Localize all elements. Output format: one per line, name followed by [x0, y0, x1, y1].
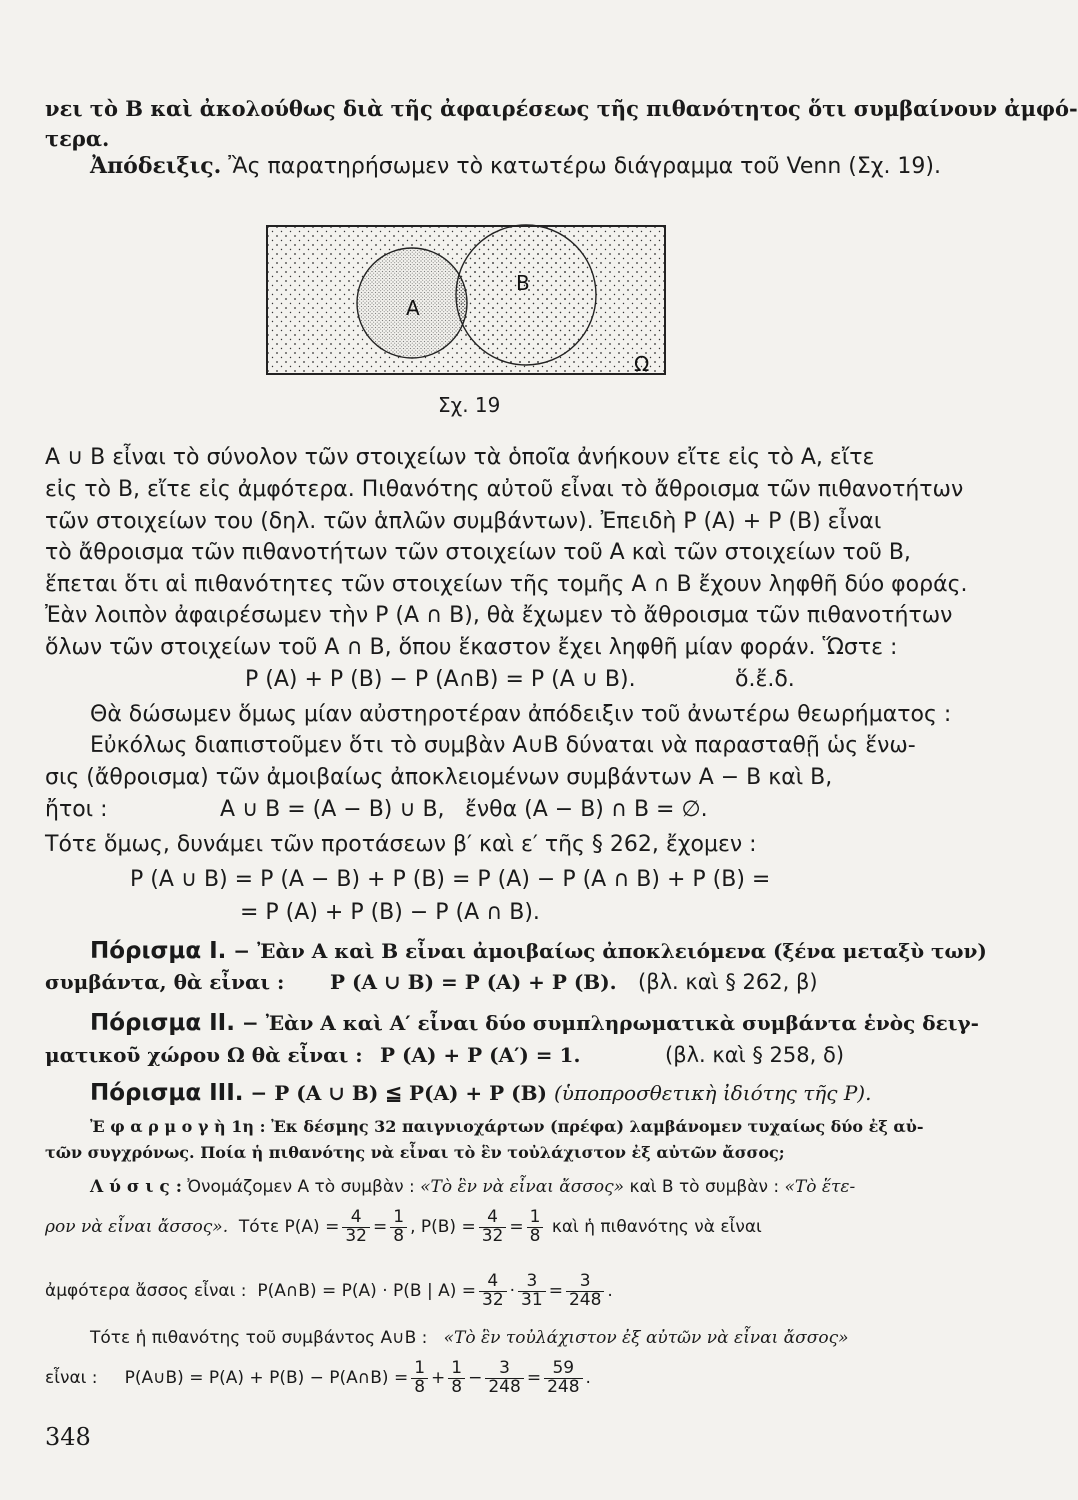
p1-line-7: ὅλων τῶν στοιχείων τοῦ A ∩ B, ὅπου ἕκαστον ἔχει ληφθῆ μίαν φοράν. Ὥστε : — [45, 635, 898, 660]
solution-tail: καὶ ἡ πιθανότης νὰ εἶναι — [551, 1217, 762, 1237]
period: . — [607, 1281, 613, 1301]
pa-label: P(A) = — [284, 1217, 340, 1237]
frac-den: 31 — [521, 1289, 543, 1310]
union-formula: P(A∪B) = P(A) + P(B) − P(A∩B) = — [124, 1368, 409, 1388]
set-b-label: B — [516, 271, 530, 295]
p1-line-3: τῶν στοιχείων του (δηλ. τῶν ἁπλῶν συμβάντων). Ἐπειδὴ P (A) + P (B) εἶναι — [45, 509, 882, 534]
solution-quote-a: «Τὸ ἓν νὰ εἶναι ἄσσος» — [420, 1177, 625, 1197]
porisma-1-formula: P (A ∪ B) = P (A) + P (B). — [330, 970, 617, 994]
plus-sign: + — [431, 1368, 446, 1388]
equation-2: A ∪ B = (A − B) ∪ B, — [220, 797, 445, 822]
equation-1: P (A) + P (B) − P (A∩B) = P (A ∪ B). — [245, 667, 636, 692]
application-line-2: τῶν συγχρόνως. Ποία ἡ πιθανότης νὰ εἶναι τὸ ἓν τοὐλάχιστον ἐξ αὐτῶν ἄσσος; — [45, 1143, 785, 1162]
einai: εἶναι : — [45, 1368, 98, 1388]
p2-line-2: Εὐκόλως διαπιστοῦμεν ὅτι τὸ συμβὰν A∪B δύναται νὰ παρασταθῇ ὡς ἕνω- — [90, 733, 916, 758]
solution-text: Ὀνομάζομεν A τὸ συμβὰν : — [187, 1177, 415, 1197]
frac-den: 32 — [345, 1225, 367, 1246]
frac-den: 32 — [482, 1289, 504, 1310]
porisma-1-text-2: συμβάντα, θὰ εἶναι : — [45, 970, 285, 994]
porisma-2-line-1 — [90, 1010, 979, 1036]
frac-num: 3 — [485, 1360, 523, 1379]
solution-line-2 — [45, 1202, 762, 1252]
both-prefix: ἀμφότερα ἄσσος εἶναι : — [45, 1281, 247, 1301]
frac-den: 248 — [547, 1376, 580, 1397]
p1-line-1: A ∪ B εἶναι τὸ σύνολον τῶν στοιχείων τὰ ὁποῖα ἀνήκουν εἴτε εἰς τὸ A, εἴτε — [45, 445, 875, 470]
solution-and-b: καὶ B τὸ συμβὰν : — [629, 1177, 780, 1197]
equation-3-line-2: = P (A) + P (B) − P (A ∩ B). — [240, 900, 540, 925]
solution-quote-c: «Τὸ ἓν τοὐλάχιστον ἐξ αὐτῶν νὰ εἶναι ἄσσος» — [443, 1328, 849, 1348]
proof-label: Ἀπόδειξις. — [90, 153, 222, 179]
solution-line-3 — [45, 1266, 613, 1316]
frac-num: 59 — [544, 1360, 582, 1379]
frac-num: 1 — [411, 1360, 428, 1379]
p2-line-3: σις (ἄθροισμα) τῶν ἀμοιβαίως ἀποκλειομένων συμβάντων A − B καὶ B, — [45, 765, 833, 790]
venn-svg — [266, 225, 668, 385]
frac-3-31 — [518, 1270, 546, 1310]
omega-label: Ω — [634, 352, 650, 376]
comma: , — [410, 1217, 416, 1237]
porisma-2-text-2: ματικοῦ χώρου Ω θὰ εἶναι : — [45, 1043, 363, 1067]
proof-line — [90, 153, 941, 179]
frac-num: 4 — [479, 1273, 507, 1292]
porisma-3-note: (ὑποπροσθετικὴ ἰδιότης τῆς P). — [553, 1081, 872, 1105]
solution-label: Λ ύ σ ι ς : — [90, 1177, 182, 1197]
frac-59-248 — [544, 1357, 582, 1397]
frac-den: 8 — [451, 1376, 463, 1397]
venn-diagram — [266, 225, 668, 389]
frac-4-32-b — [479, 1206, 507, 1246]
intro-line-1: νει τὸ Β καὶ ἀκολούθως διὰ τῆς ἀφαιρέσεως τῆς πιθανότητος ὅτι συμβαίνουν ἀμφό- — [45, 96, 1078, 121]
frac-den: 8 — [414, 1376, 426, 1397]
application-text: Ἐκ δέσμης 32 παιγνιοχάρτων (πρέφα) λαμβάνομεν τυχαίως δύο ἐξ αὐ- — [271, 1117, 924, 1136]
p3-line: Τότε ὅμως, δυνάμει τῶν προτάσεων β′ καὶ ε′ τῆς § 262, ἔχομεν : — [45, 832, 757, 857]
solution-quote-b1: «Τὸ ἕτε- — [784, 1177, 856, 1197]
proof-text: Ἂς παρατηρήσωμεν τὸ κατωτέρω διάγραμμα τοῦ Venn (Σχ. 19). — [228, 154, 942, 179]
frac-1-8-d — [448, 1357, 465, 1397]
times-sign: · — [509, 1281, 516, 1301]
pb-label: P(B) = — [420, 1217, 476, 1237]
porisma-1-text: − Ἐὰν A καὶ B εἶναι ἀμοιβαίως ἀποκλειόμενα (ξένα μεταξὺ των) — [233, 939, 987, 963]
figure-caption: Σχ. 19 — [438, 393, 501, 417]
equals-sign: = — [548, 1281, 563, 1301]
porisma-1-line-1 — [90, 938, 987, 964]
tote-2: Τότε ἡ πιθανότης τοῦ συμβάντος A∪B : — [90, 1328, 428, 1348]
set-b-shading — [456, 225, 596, 365]
solution-line-4 — [90, 1328, 849, 1348]
frac-num: 4 — [342, 1209, 370, 1228]
porisma-3-line — [90, 1080, 871, 1106]
application-label: Ἐ φ α ρ μ ο γ ὴ 1η : — [90, 1117, 266, 1136]
solution-quote-b2: ρον νὰ εἶναι ἄσσος». — [45, 1217, 229, 1237]
frac-4-32 — [342, 1206, 370, 1246]
set-a-label: A — [406, 296, 420, 320]
frac-1-8 — [390, 1206, 407, 1246]
equation-3-line-1: P (A ∪ B) = P (A − B) + P (B) = P (A) − P (A ∩ B) + P (B) = — [130, 867, 771, 892]
p2-line-1: Θὰ δώσωμεν ὅμως μίαν αὐστηροτέραν ἀπόδειξιν τοῦ ἀνωτέρω θεωρήματος : — [90, 702, 952, 727]
frac-den: 8 — [529, 1225, 541, 1246]
frac-den: 8 — [393, 1225, 405, 1246]
porisma-1-title: Πόρισμα I. — [90, 938, 227, 964]
frac-den: 32 — [481, 1225, 504, 1246]
frac-1-8-b — [527, 1206, 544, 1246]
porisma-2-ref: (βλ. καὶ § 258, δ) — [665, 1043, 845, 1067]
frac-3-248 — [566, 1270, 604, 1310]
solution-line-1 — [90, 1177, 855, 1197]
period: . — [585, 1368, 591, 1388]
frac-num: 3 — [566, 1273, 604, 1292]
frac-num: 3 — [518, 1273, 546, 1292]
frac-num: 1 — [448, 1360, 465, 1379]
porisma-2-text: − Ἐὰν A καὶ A′ εἶναι δύο συμπληρωματικὰ συμβάντα ἑνὸς δειγ- — [241, 1011, 979, 1035]
page-number: 348 — [45, 1423, 91, 1451]
equals-sign: = — [372, 1217, 388, 1237]
frac-4-32-c — [479, 1270, 507, 1310]
frac-num: 1 — [527, 1209, 544, 1228]
qed-mark: ὅ.ἔ.δ. — [735, 667, 795, 692]
porisma-3-title: Πόρισμα III. — [90, 1080, 244, 1106]
p1-line-2: εἰς τὸ B, εἴτε εἰς ἀμφότερα. Πιθανότης αὐτοῦ εἶναι τὸ ἄθροισμα τῶν πιθανοτήτων — [45, 477, 964, 502]
application-line-1 — [90, 1117, 923, 1136]
solution-tote: Τότε — [238, 1217, 280, 1237]
porisma-1-ref: (βλ. καὶ § 262, β) — [638, 970, 818, 994]
porisma-2-title: Πόρισμα II. — [90, 1010, 235, 1036]
equals-sign: = — [526, 1368, 542, 1388]
equals-sign: = — [509, 1217, 524, 1237]
solution-line-5 — [45, 1352, 591, 1404]
equation-2-condition: ἔνθα (A − B) ∩ B = ∅. — [465, 797, 708, 822]
frac-num: 1 — [390, 1209, 407, 1228]
frac-3-248-b — [485, 1357, 523, 1397]
intro-line-2: τερα. — [45, 126, 110, 151]
p1-line-5: ἕπεται ὅτι αἱ πιθανότητες τῶν στοιχείων τῆς τομῆς A ∩ B ἔχουν ληφθῆ δύο φοράς. — [45, 572, 968, 597]
eq2-prefix: ἤτοι : — [45, 797, 108, 822]
minus-sign: − — [468, 1368, 483, 1388]
p1-line-6: Ἐὰν λοιπὸν ἀφαιρέσωμεν τὴν P (A ∩ B), θὰ ἔχωμεν τὸ ἄθροισμα τῶν πιθανοτήτων — [45, 603, 953, 628]
frac-den: 248 — [488, 1376, 521, 1397]
frac-den: 248 — [568, 1289, 602, 1310]
both-formula: P(A∩B) = P(A) · P(B | A) = — [257, 1281, 476, 1301]
frac-num: 4 — [479, 1209, 507, 1228]
porisma-3-formula: − P (A ∪ B) ≦ P(A) + P (B) — [250, 1081, 547, 1105]
p1-line-4: τὸ ἄθροισμα τῶν πιθανοτήτων τῶν στοιχείων τοῦ A καὶ τῶν στοιχείων τοῦ B, — [45, 540, 911, 565]
frac-1-8-c — [411, 1357, 428, 1397]
porisma-2-formula: P (A) + P (A′) = 1. — [380, 1043, 581, 1067]
